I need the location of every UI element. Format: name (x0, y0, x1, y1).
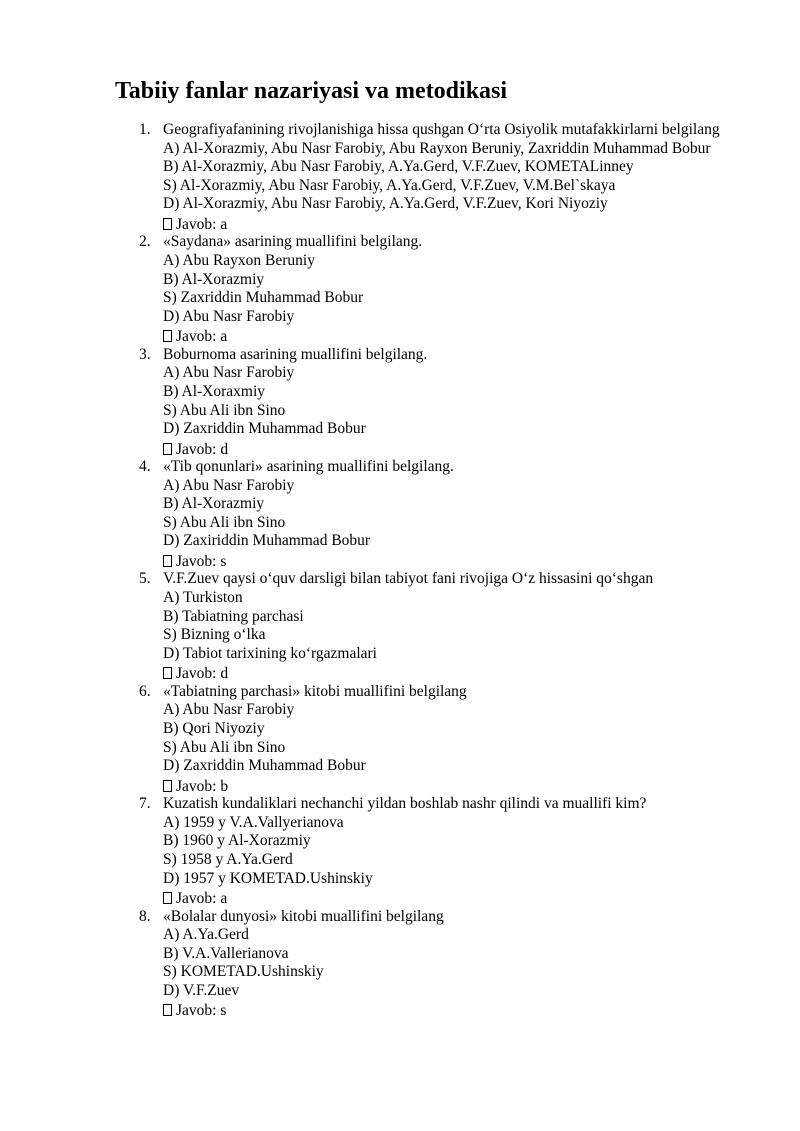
question-row (0, 795, 800, 814)
question-item (0, 683, 800, 795)
question-row (0, 121, 800, 140)
question-row (0, 908, 800, 927)
question-text: Kuzatish kundaliklari nechanchi yildan boshlab nashr qilindi va muallifi kim? (163, 795, 647, 813)
question-number: 8. (139, 907, 151, 925)
missing-glyph-icon (163, 1004, 172, 1016)
question-row (0, 346, 800, 365)
question-text: Boburnoma asarining muallifini belgilang. (163, 345, 428, 363)
answer-option: S) Zaxriddin Muhammad Bobur (163, 289, 364, 307)
answer-text: Javob: s (176, 1002, 227, 1020)
question-list (0, 121, 800, 1020)
answer-option: S) Abu Ali ibn Sino (163, 513, 286, 531)
answer-option: B) Tabiatning parchasi (163, 607, 304, 625)
question-text: V.F.Zuev qaysi o‘quv darsligi bilan tabiyot fani rivojiga O‘z hissasini qo‘shgan (163, 570, 654, 588)
correct-answer (163, 326, 800, 345)
answer-option: D) Zaxriddin Muhammad Bobur (163, 420, 366, 438)
answer-option: S) Abu Ali ibn Sino (163, 738, 286, 756)
answer-option: S) Al-Xorazmiy, Abu Nasr Farobiy, A.Ya.Gerd, V.F.Zuev, V.M.Bel`skaya (163, 176, 616, 194)
answer-option: D) Tabiot tarixining ko‘rgazmalari (163, 644, 377, 662)
question-number: 5. (139, 570, 151, 588)
question-number: 1. (139, 121, 151, 138)
correct-answer (163, 1000, 800, 1019)
answer-option: D) Abu Nasr Farobiy (163, 307, 295, 325)
question-text: «Tib qonunlari» asarining muallifini belgilang. (163, 458, 454, 476)
answer-text: Javob: a (176, 890, 228, 908)
missing-glyph-icon (163, 667, 172, 679)
answer-text: Javob: a (176, 328, 228, 346)
answer-option: D) Zaxiriddin Muhammad Bobur (163, 532, 371, 550)
missing-glyph-icon (163, 218, 172, 230)
question-item (0, 908, 800, 1020)
answer-option: B) Qori Niyoziy (163, 719, 265, 737)
missing-glyph-icon (163, 780, 172, 792)
question-row (0, 570, 800, 589)
question-text: «Bolalar dunyosi» kitobi muallifini belgilang (163, 907, 444, 925)
question-number: 7. (139, 795, 151, 813)
missing-glyph-icon (163, 443, 172, 455)
answer-option: B) Al-Xorazmiy (163, 495, 265, 513)
answer-option: D) V.F.Zuev (163, 981, 240, 999)
answer-option: A) 1959 y V.A.Vallyerianova (163, 813, 344, 831)
answer-option: S) Bizning o‘lka (163, 626, 266, 644)
question-text: «Saydana» asarining muallifini belgilang. (163, 233, 423, 251)
question-item (0, 346, 800, 458)
correct-answer (163, 551, 800, 570)
question-text: «Tabiatning parchasi» kitobi muallifini belgilang (163, 682, 467, 700)
answer-text: Javob: b (176, 777, 229, 795)
answer-option: B) V.A.Vallerianova (163, 944, 289, 962)
answer-text: Javob: s (176, 553, 227, 571)
question-row (0, 683, 800, 702)
answer-option: A) Abu Nasr Farobiy (163, 364, 295, 382)
answer-text: Javob: d (176, 665, 229, 683)
missing-glyph-icon (163, 892, 172, 904)
question-number: 2. (139, 233, 151, 251)
missing-glyph-icon (163, 330, 172, 342)
answer-option: B) Al-Xorazmiy, Abu Nasr Farobiy, A.Ya.Gerd, V.F.Zuev, KOMETALinney (163, 158, 634, 176)
answer-text: Javob: a (176, 215, 228, 233)
correct-answer (163, 663, 800, 682)
question-row (0, 458, 800, 477)
question-number: 3. (139, 345, 151, 363)
missing-glyph-icon (163, 555, 172, 567)
correct-answer (163, 888, 800, 907)
answer-option: A) Abu Rayxon Beruniy (163, 251, 315, 269)
question-number: 6. (139, 682, 151, 700)
correct-answer (163, 776, 800, 795)
question-item (0, 570, 800, 682)
answer-option: B) Al-Xorazmiy (163, 270, 265, 288)
answer-option: D) 1957 y KOMETAD.Ushinskiy (163, 869, 373, 887)
question-text: Geografiyafanining rivojlanishiga hissa qushgan O‘rta Osiyolik mutafakkirlarni belgilang (163, 121, 720, 138)
answer-option: B) Al-Xoraxmiy (163, 382, 266, 400)
answer-option: B) 1960 y Al-Xorazmiy (163, 832, 311, 850)
question-item (0, 795, 800, 907)
answer-option: S) Abu Ali ibn Sino (163, 401, 286, 419)
correct-answer (163, 214, 800, 233)
answer-option: S) 1958 y A.Ya.Gerd (163, 850, 293, 868)
question-item (0, 458, 800, 570)
document-title: Tabiiy fanlar nazariyasi va metodikasi (115, 78, 508, 104)
question-item (0, 121, 800, 233)
answer-option: A) Al-Xorazmiy, Abu Nasr Farobiy, Abu Rayxon Beruniy, Zaxriddin Muhammad Bobur (163, 139, 711, 157)
answer-option: S) KOMETAD.Ushinskiy (163, 963, 324, 981)
answer-option: A) A.Ya.Gerd (163, 926, 249, 944)
answer-option: A) Abu Nasr Farobiy (163, 476, 295, 494)
question-row (0, 233, 800, 252)
answer-option: A) Abu Nasr Farobiy (163, 701, 295, 719)
answer-option: A) Turkiston (163, 589, 243, 607)
question-item (0, 233, 800, 345)
answer-option: D) Al-Xorazmiy, Abu Nasr Farobiy, A.Ya.Gerd, V.F.Zuev, Kori Niyoziy (163, 195, 608, 213)
correct-answer (163, 439, 800, 458)
question-number: 4. (139, 458, 151, 476)
answer-text: Javob: d (176, 440, 229, 458)
answer-option: D) Zaxriddin Muhammad Bobur (163, 757, 366, 775)
